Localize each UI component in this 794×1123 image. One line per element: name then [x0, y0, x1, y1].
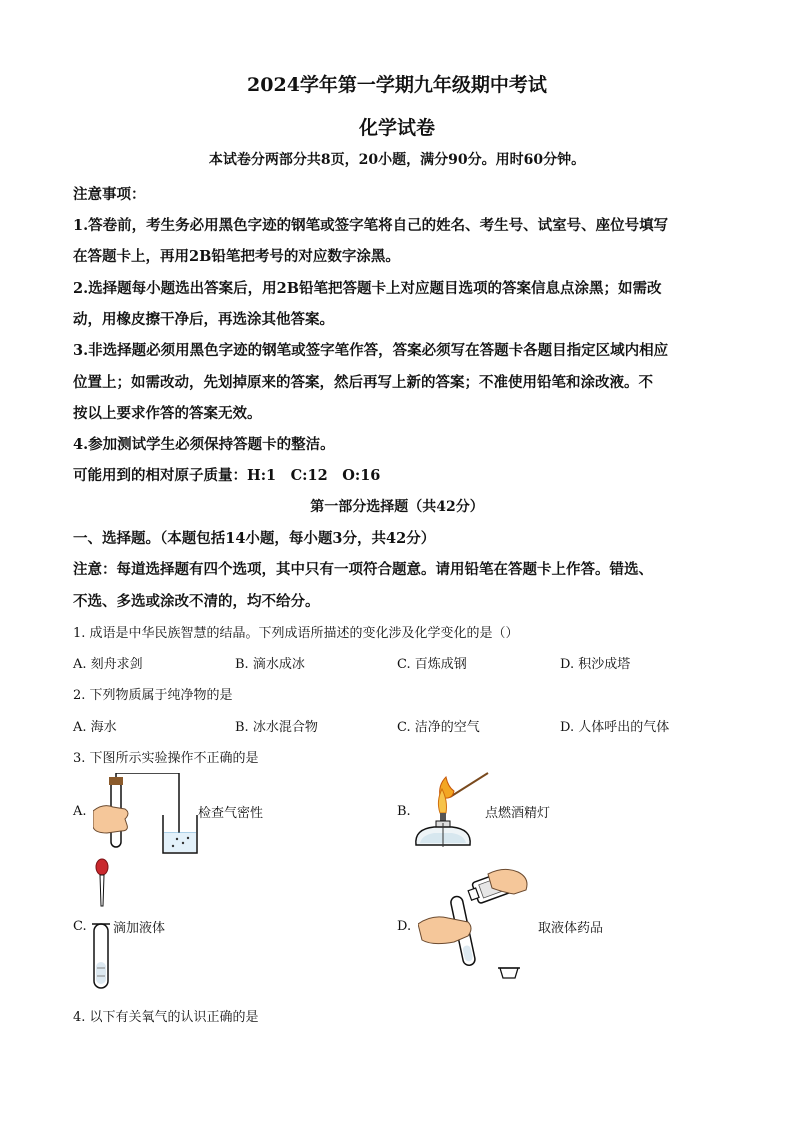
notes-heading: 注意事项： [73, 186, 146, 203]
q3-option-d-letter: D. [397, 919, 412, 934]
q1-option-a: A. 刻舟求剑 [73, 657, 143, 672]
instruction-line: 注意：每道选择题有四个选项，其中只有一项符合题意。请用铅笔在答题卡上作答。错选、 [73, 561, 653, 578]
pour-liquid-figure [418, 866, 533, 981]
q2-option-a: A. 海水 [73, 720, 117, 735]
section-heading: 一、选择题。（本题包括14小题，每小题3分，共42分） [73, 530, 436, 547]
q1-option-c: C. 百炼成钢 [397, 657, 467, 672]
note-line: 在答题卡上，再用2B铅笔把考号的对应数字涂黑。 [73, 248, 400, 265]
note-line: 2.选择题每小题选出答案后，用2B铅笔把答题卡上对应题目选项的答案信息点涂黑；如需改 [73, 280, 662, 297]
instruction-line: 不选、多选或涂改不清的，均不给分。 [73, 593, 320, 610]
airtightness-check-figure [93, 773, 203, 855]
part1-heading: 第一部分选择题（共42分） [310, 499, 484, 515]
q2-option-b: B. 冰水混合物 [235, 720, 318, 735]
q3-option-d-caption: 取液体药品 [538, 921, 604, 936]
exam-subtitle: 化学试卷 [358, 117, 435, 139]
question-2-stem: 2. 下列物质属于纯净物的是 [73, 688, 233, 703]
q3-option-a-letter: A. [73, 804, 87, 819]
q3-option-c-caption: 滴加液体 [113, 921, 166, 936]
q2-option-d: D. 人体呼出的气体 [560, 720, 670, 735]
q1-option-d: D. 积沙成塔 [560, 657, 631, 672]
q3-option-b-caption: 点燃酒精灯 [485, 806, 551, 821]
note-line: 按以上要求作答的答案无效。 [73, 405, 262, 422]
question-1-stem: 1. 成语是中华民族智慧的结晶。下列成语所描述的变化涉及化学变化的是（） [73, 626, 519, 641]
exam-title: 2024学年第一学期九年级期中考试 [247, 74, 547, 96]
note-line: 3.非选择题必须用黑色字迹的钢笔或签字笔作答，答案必须写在答题卡各题目指定区域内相应 [73, 342, 669, 359]
note-line: 4.参加测试学生必须保持答题卡的整洁。 [73, 436, 335, 453]
alcohol-lamp-figure [410, 767, 490, 857]
exam-info: 本试卷分两部分共8页，20小题，满分90分。用时60分钟。 [208, 152, 586, 168]
note-line: 1.答卷前，考生务必用黑色字迹的钢笔或签字笔将自己的姓名、考生号、试室号、座位号填写 [73, 217, 669, 234]
atomic-mass-line: 可能用到的相对原子质量：H:1 C:12 O:16 [73, 467, 381, 484]
q2-option-c: C. 洁净的空气 [397, 720, 480, 735]
question-3-stem: 3. 下图所示实验操作不正确的是 [73, 751, 259, 766]
question-4-stem: 4. 以下有关氧气的认识正确的是 [73, 1010, 259, 1025]
q1-option-b: B. 滴水成冰 [235, 657, 305, 672]
note-line: 动，用橡皮擦干净后，再选涂其他答案。 [73, 311, 334, 328]
q3-option-c-letter: C. [73, 919, 87, 934]
q3-option-a-caption: 检查气密性 [198, 806, 264, 821]
note-line: 位置上；如需改动，先划掉原来的答案，然后再写上新的答案；不准使用铅笔和涂改液。不 [73, 374, 653, 391]
q3-option-b-letter: B. [397, 804, 411, 819]
